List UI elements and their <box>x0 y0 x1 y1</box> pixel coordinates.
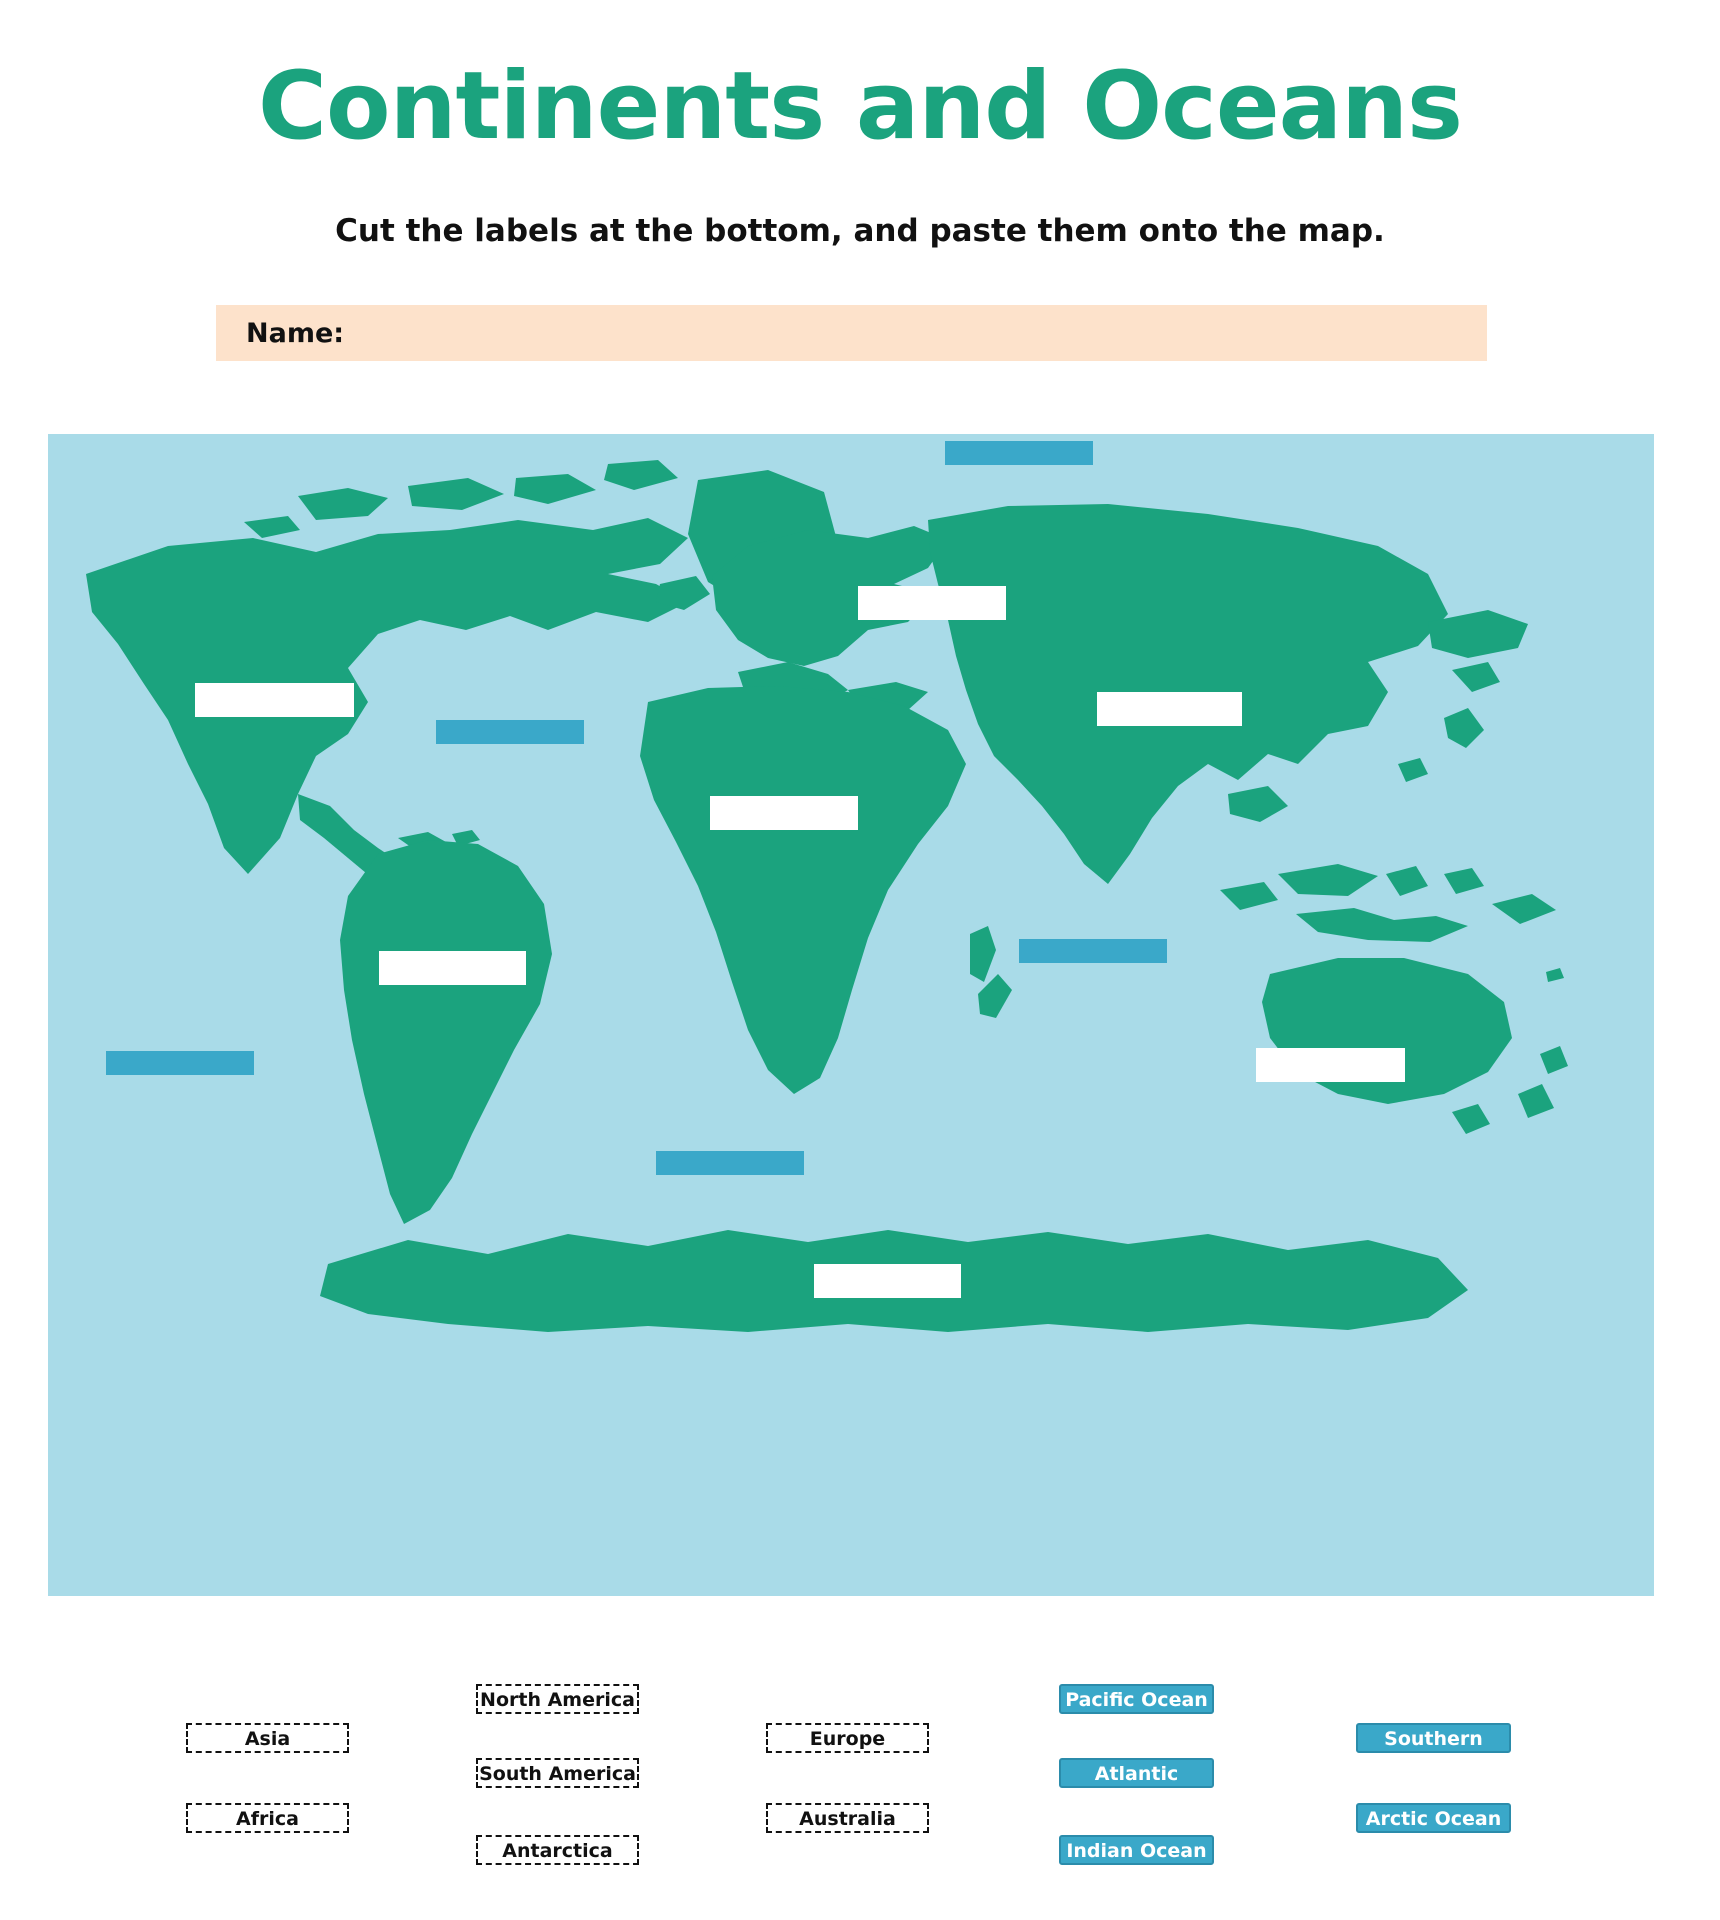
cutout-label: Africa <box>236 1808 299 1830</box>
cutout-antarctica[interactable] <box>476 1835 639 1865</box>
cutout-label: Europe <box>809 1728 886 1750</box>
world-map-landmasses <box>48 434 1654 1596</box>
cutout-australia[interactable] <box>766 1803 929 1833</box>
cutout-label: Pacific Ocean <box>1065 1689 1208 1711</box>
slot-pacific-ocean-north[interactable] <box>436 720 584 744</box>
cutout-south-america[interactable] <box>476 1758 639 1788</box>
world-map <box>48 434 1654 1596</box>
name-field-label: Name: <box>246 318 345 349</box>
cutout-label: Arctic Ocean <box>1365 1808 1502 1830</box>
cutout-label: Antarctica <box>502 1840 613 1862</box>
slot-europe[interactable] <box>858 586 1006 620</box>
cutout-atlantic-ocean[interactable] <box>1059 1758 1214 1813</box>
slot-south-america[interactable] <box>379 951 526 985</box>
cutout-europe[interactable] <box>766 1723 929 1753</box>
name-field[interactable] <box>216 305 1487 361</box>
slot-antarctica[interactable] <box>814 1264 961 1298</box>
slot-pacific-ocean-south[interactable] <box>106 1051 254 1075</box>
cutout-label: Southern Ocean <box>1384 1728 1483 1778</box>
cutout-indian-ocean[interactable] <box>1059 1835 1214 1865</box>
slot-indian-ocean[interactable] <box>1019 939 1167 963</box>
cutout-label-tray <box>0 1645 1720 1915</box>
cutout-africa[interactable] <box>186 1803 349 1833</box>
slot-arctic-ocean[interactable] <box>945 441 1093 465</box>
cutout-southern-ocean[interactable] <box>1356 1723 1511 1778</box>
cutout-pacific-ocean[interactable] <box>1059 1684 1214 1714</box>
instructions-text: Cut the labels at the bottom, and paste them onto the map. <box>335 213 1385 249</box>
cutout-label: Indian Ocean <box>1066 1840 1207 1862</box>
cutout-label: Atlantic Ocean <box>1094 1763 1179 1813</box>
slot-africa[interactable] <box>710 796 858 830</box>
cutout-north-america[interactable] <box>476 1684 639 1714</box>
cutout-label: North America <box>480 1689 635 1711</box>
cutout-arctic-ocean[interactable] <box>1356 1803 1511 1833</box>
slot-australia[interactable] <box>1256 1048 1405 1082</box>
slot-asia[interactable] <box>1097 692 1242 726</box>
cutout-label: Asia <box>244 1728 291 1750</box>
slot-southern-ocean[interactable] <box>656 1151 804 1175</box>
page-title: Continents and Oceans <box>258 52 1462 161</box>
cutout-label: South America <box>479 1763 636 1785</box>
cutout-asia[interactable] <box>186 1723 349 1753</box>
slot-north-america[interactable] <box>195 683 354 717</box>
cutout-label: Australia <box>799 1808 896 1830</box>
